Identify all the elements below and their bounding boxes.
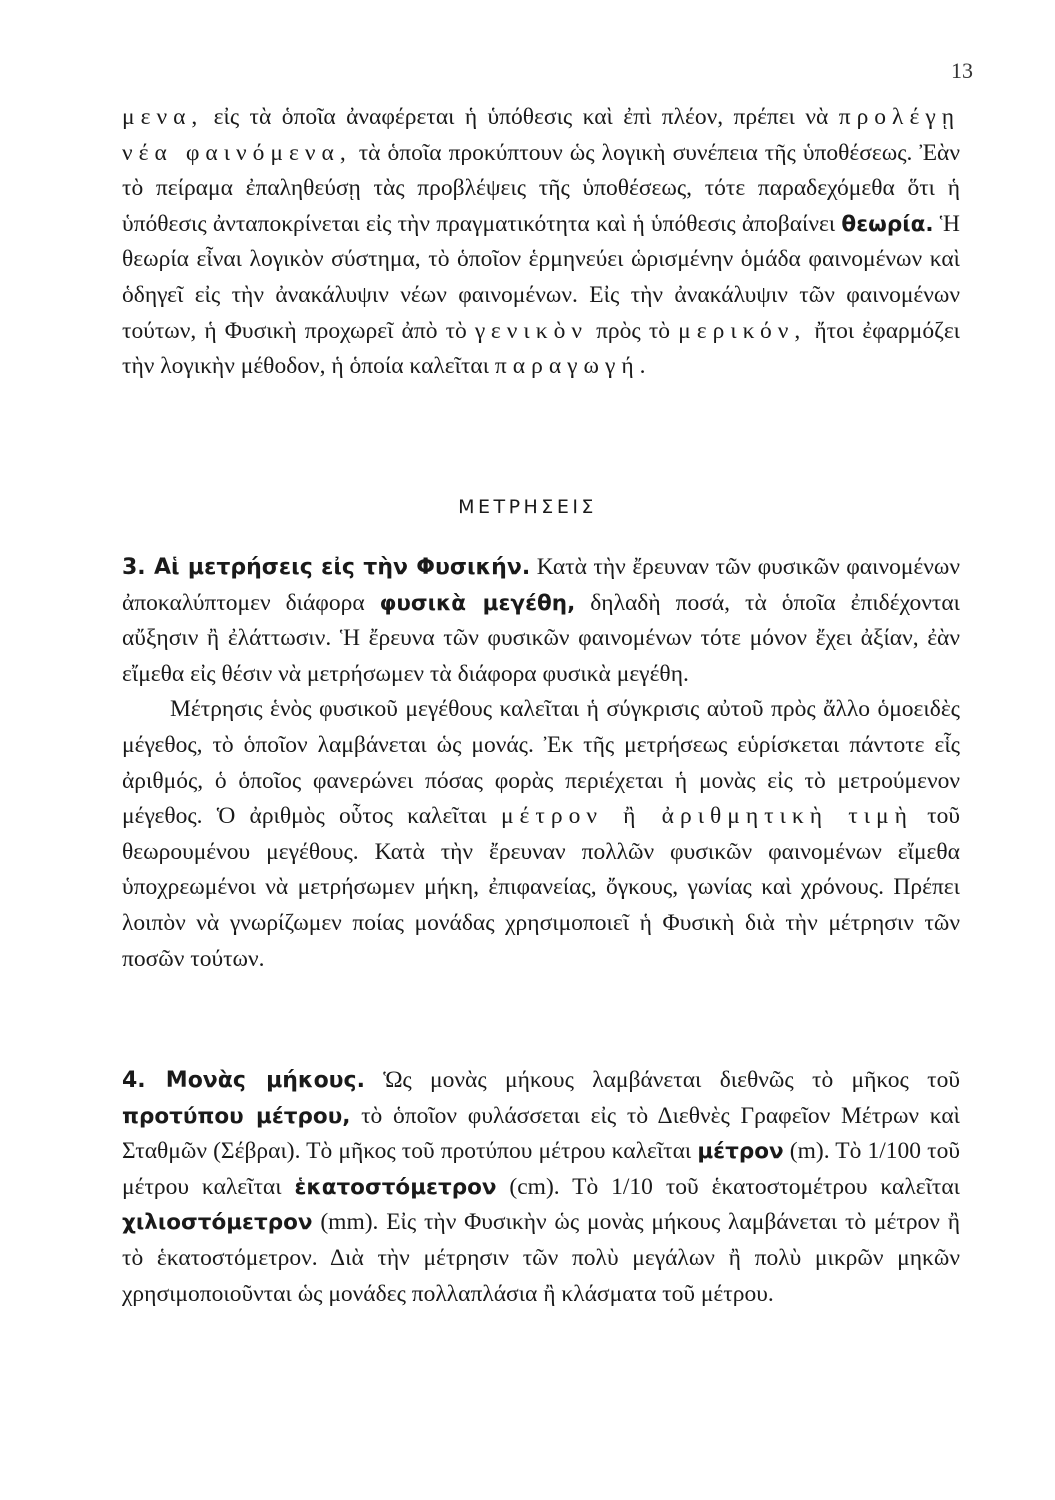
text-run: τοῦ θεωρουμένου μεγέθους. Κατὰ τὴν ἔρευναν πολλῶν φυσικῶν φαινομένων εἴμεθα ὑποχρεωμένοι νὰ μετρήσωμεν μήκη, ἐπιφανείας, ὄγκους, γωνίας καὶ χρόνους. Πρέπει λοιπὸν νὰ γνωρίζωμεν ποίας μονάδας χρησιμοποιεῖ ἡ Φυσικὴ διὰ τὴν μέτρησιν τῶν ποσῶν τούτων. [122,803,960,972]
text-run: Ἡ θεωρία εἶναι λογικὸν σύστημα, τὸ ὁποῖον ἑρμηνεύει ὡρισμένην ὁμάδα φαινομένων καὶ ὁδηγεῖ εἰς τὴν ἀνακάλυψιν νέων φαινομένων. Εἰς τὴν ἀνακάλυψιν τῶν φαινομένων τούτων, ἡ Φυσικὴ προχωρεῖ ἀπὸ τὸ [122,210,960,344]
spaced-term: προλέγῃ νέα φαινόμενα, [122,104,960,166]
intro-text [122,100,960,385]
bold-term: μέτρον [697,1139,784,1165]
bold-term-theory: θεωρία. [841,211,934,237]
page-number: 13 [951,58,973,83]
bold-term: χιλιοστόμετρον [122,1210,313,1236]
text-run: τὸ ὁποῖον φυλάσσεται εἰς τὸ Διεθνὲς Γραφεῖον Μέτρων καὶ Σταθμῶν (Σέβραι). Τὸ μῆκος τοῦ προτύπου μέτρου καλεῖται [122,1102,961,1165]
spaced-term: μερικόν, [678,317,807,344]
section-4-heading: 4. Μονὰς μήκους. [122,1068,365,1093]
bold-term: προτύπου μέτρου, [122,1103,351,1129]
spaced-term: παραγωγή. [494,353,652,380]
text-run: ἤτοι ἐφαρμόζει τὴν λογικὴν μέθοδον, ἡ ὁποία καλεῖται [122,317,961,380]
bold-term: ἑκατοστόμετρον [294,1174,497,1200]
text-run: εἰς τὰ ὁποῖα ἀναφέρεται ἡ ὑπόθεσις καὶ ἐπὶ πλέον, πρέπει νὰ [203,104,839,130]
text-run: (cm). Τὸ 1/10 τοῦ ἑκατοστομέτρου καλεῖται [496,1173,960,1200]
text-run: δηλαδὴ ποσά, τὰ ὁποῖα ἐπιδέχονται αὔξησιν ἢ ἐλάττωσιν. Ἡ ἔρευνα τῶν φυσικῶν φαινομένων τότε μόνον ἔχει ἀξίαν, ἐὰν εἴμεθα εἰς θέσιν νὰ μετρήσωμεν τὰ διάφορα φυσικὰ μεγέθη. [122,589,960,687]
spaced-term: μέτρον ἢ ἀριθμητικὴ τιμὴ [500,803,913,830]
section-4-paragraph [122,1063,960,1312]
bold-term-physical-quantities: φυσικὰ μεγέθη, [379,590,576,616]
section-3-paragraph-1 [122,550,960,692]
section-4 [122,1063,960,1312]
section-3 [122,550,960,977]
section-3-paragraph-2 [122,692,960,977]
text-run: (mm). Εἰς τὴν Φυσικὴν ὡς μονὰς μήκους λαμβάνεται τὸ μέτρον ἢ τὸ ἑκατοστόμετρον. Διὰ τὴν μέτρησιν τῶν πολὺ μεγάλων ἢ πολὺ μικρῶν μηκῶν χρησιμοποιοῦνται ὡς μονάδες πολλαπλάσια ἢ κλάσματα τοῦ μέτρου. [122,1209,960,1307]
spaced-term: γενικὸν [474,317,588,344]
section-3-heading: 3. Αἱ μετρήσεις εἰς τὴν Φυσικήν. [122,555,531,580]
text-run: τὰ ὁποῖα προκύπτουν ὡς λογικὴ συνέπεια τῆς ὑποθέσεως. Ἐὰν τὸ πείραμα ἐπαληθεύσῃ τὰς προβλέψεις τῆς ὑποθέσεως, τότε παραδεχόμεθα ὅτι ἡ ὑπόθεσις ἀνταποκρίνεται εἰς τὴν πραγματικότητα καὶ ἡ ὑπόθεσις ἀποβαίνει [122,139,960,237]
spaced-term: μενα, [122,104,204,130]
text-run: Κατὰ τὴν ἔρευναν τῶν φυσικῶν φαινομένων ἀποκαλύπτομεν διάφορα [122,554,960,616]
text-run: (m). Τὸ 1/100 τοῦ μέτρου καλεῖται [122,1138,960,1200]
intro-paragraph [122,100,960,385]
text-run: Ὡς μονὰς μήκους λαμβάνεται διεθνῶς τὸ μῆκος τοῦ [364,1067,960,1093]
text-run: Μέτρησις ἑνὸς φυσικοῦ μεγέθους καλεῖται ἡ σύγκρισις αὐτοῦ πρὸς ἄλλο ὁμοειδὲς μέγεθος, τὸ ὁποῖον λαμβάνεται ὡς μονάς. Ἐκ τῆς μετρήσεως εὑρίσκεται πάντοτε εἷς ἀριθμός, ὁ ὁποῖος φανερώνει πόσας φορὰς περιέχεται ἡ μονὰς εἰς τὸ μετρούμενον μέγεθος. Ὁ ἀριθμὸς οὗτος καλεῖται [122,696,960,830]
section-title: ΜΕΤΡΗΣΕΙΣ [458,496,597,518]
text-run: πρὸς τὸ [587,317,679,344]
